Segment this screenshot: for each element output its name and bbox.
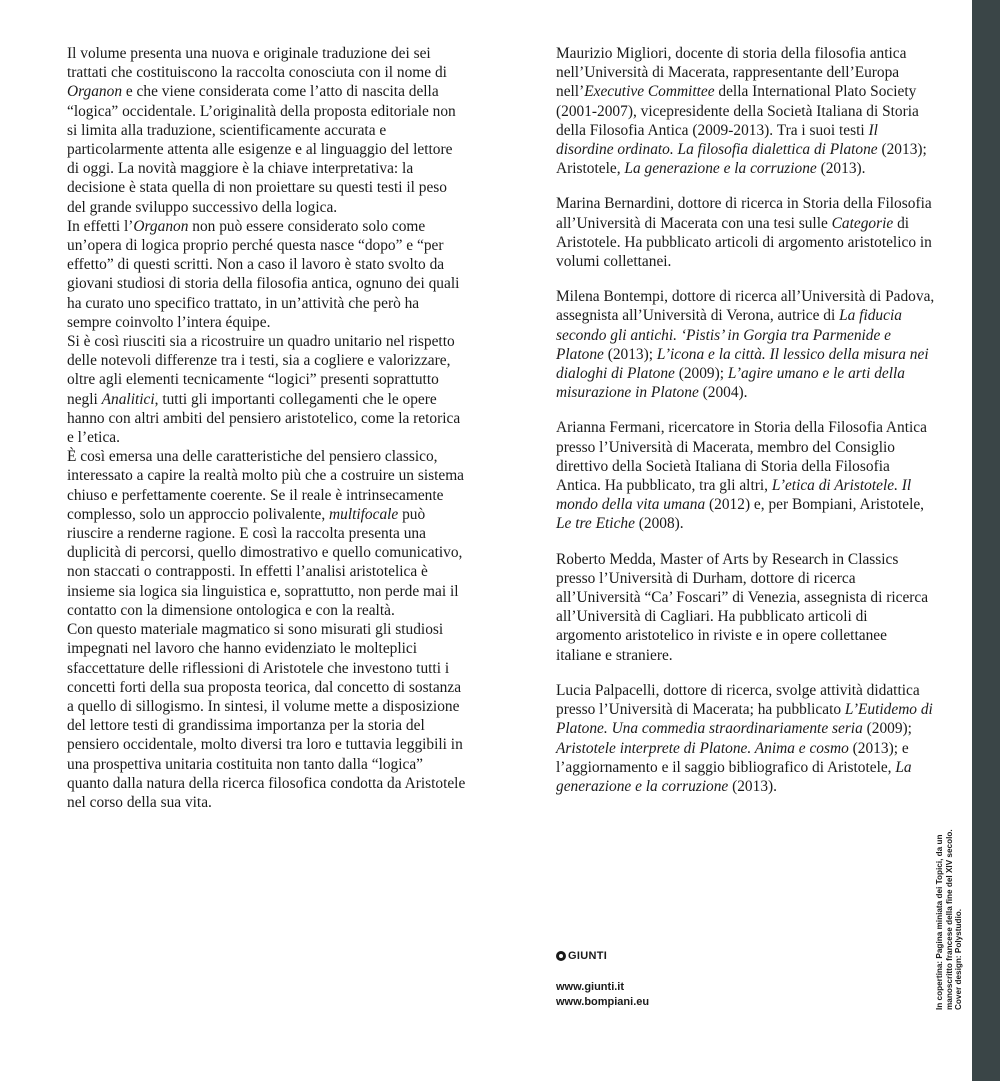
- text-segment: (2009);: [674, 365, 728, 383]
- text-segment: In effetti l’: [67, 217, 134, 235]
- publisher-logo: [556, 950, 607, 962]
- text-segment: Si è così riusciti sia a ricostruire un quadro unitario nel rispetto delle notevoli differenze tra i testi, sia a cogliere e valorizzare, oltre agli elementi tecnicamente “logici” presenti soprattutto negli: [67, 333, 455, 408]
- cover-credit-line: In copertina: Pagina miniata dei Topici, da un: [935, 834, 944, 1010]
- text-segment: Maurizio Migliori, docente di storia della filosofia antica nell’Università di Macerata, rappresentante dell’Europa nell’: [556, 45, 907, 101]
- text-segment: È così emersa una delle caratteristiche del pensiero classico, interessato a capire la realtà molto più che a costruire un sistema chiuso e perfettamente coerente. Se il reale è intrinsecamente complesso, solo un approccio polivalente,: [67, 448, 465, 523]
- italic-title-text: L’etica di Aristotele. Il mondo della vita umana: [556, 477, 912, 514]
- cover-credit-line: manoscritto francese della fine del XIV secolo.: [944, 829, 954, 1010]
- author-bio: [556, 194, 936, 271]
- italic-title-text: Le tre Etiche: [556, 515, 635, 533]
- italic-title-text: Organon: [67, 83, 123, 101]
- text-segment: (2013).: [728, 777, 777, 795]
- italic-title-text: Executive Committee: [584, 83, 715, 101]
- italic-title-text: La generazione e la corruzione: [556, 758, 912, 795]
- text-segment: (2013);: [603, 345, 657, 363]
- text-segment: Lucia Palpacelli, dottore di ricerca, svolge attività didattica presso l’Università di Macerata; ha pubblicato: [556, 681, 920, 719]
- italic-title-text: L’Eutidemo di Platone. Una commedia straordinariamente seria: [556, 701, 933, 738]
- text-segment: Milena Bontempi, dottore di ricerca all’Università di Padova, assegnista all’Università di Verona, autrice di: [556, 288, 935, 325]
- spine-edge: [972, 0, 1000, 1081]
- text-segment: Roberto Medda, Master of Arts by Research in Classics presso l’Università di Durham, dottore di ricerca all’Università “Ca’ Foscari” di Venezia, assegnista di ricerca all’Università di Cagliari. Ha pubblicato articoli di argomento aristotelico in riviste e in opere collettanee italiane e straniere.: [556, 550, 929, 664]
- synopsis-paragraph: [67, 332, 467, 447]
- text-segment: (2013); Aristotele,: [556, 141, 927, 178]
- text-segment: Marina Bernardini, dottore di ricerca in Storia della Filosofia all’Università di Macerata con una tesi sulle: [556, 195, 932, 232]
- synopsis-paragraph: [67, 44, 467, 217]
- text-segment: (2012) e, per Bompiani, Aristotele,: [705, 496, 925, 514]
- italic-title-text: Categorie: [831, 214, 894, 232]
- text-segment: Arianna Fermani, ricercatore in Storia della Filosofia Antica presso l’Università di Macerata, membro del Consiglio direttivo della Società Italiana di Storia della Filosofia Antica. Ha pubblicato, tra gli altri,: [556, 419, 927, 495]
- text-segment: della International Plato Society (2001-2007), vicepresidente della Società Italiana di Storia della Filosofia Antica (2009-2013). Tra i suoi testi: [556, 83, 919, 139]
- italic-title-text: Analitici: [101, 390, 155, 408]
- italic-title-text: Il disordine ordinato. La filosofia dialettica di Platone: [556, 121, 878, 159]
- italic-title-text: La generazione e la corruzione: [624, 160, 817, 178]
- italic-title-text: multifocale: [329, 505, 399, 523]
- author-bio: [556, 681, 936, 796]
- author-bio: [556, 418, 936, 533]
- text-segment: Il volume presenta una nuova e originale traduzione dei sei trattati che costituiscono la raccolta conosciuta con il nome di: [67, 45, 447, 82]
- text-segment: di Aristotele. Ha pubblicato articoli di argomento aristotelico in volumi collettanei.: [556, 214, 932, 271]
- italic-title-text: L’icona e la città. Il lessico della misura nei dialoghi di Platone: [556, 345, 929, 383]
- author-bio: [556, 287, 936, 402]
- synopsis-paragraph: [67, 447, 467, 620]
- italic-title-text: L’agire umano e le arti della misurazione in Platone: [556, 365, 905, 402]
- cover-credit: [935, 815, 964, 1010]
- synopsis-column: [67, 44, 467, 812]
- text-segment: non può essere considerato solo come un’opera di logica proprio perché questa nasce “dopo” e “per effetto” di questi scritti. Non a caso il lavoro è stato svolto da giovani studiosi di storia della filosofia antica, ognuno dei quali ha curato uno specifico trattato, in un’attività che però ha sempre coinvolto l’intera équipe.: [67, 217, 460, 331]
- synopsis-paragraph: [67, 620, 467, 812]
- author-bios-column: [556, 44, 936, 812]
- cover-credit-line: Cover design: Polystudio.: [954, 909, 964, 1010]
- giunti-logo-icon: [556, 951, 566, 961]
- text-segment: e che viene considerata come l’atto di nascita della “logica” occidentale. L’originalità della proposta editoriale non si limita alla traduzione, scientificamente accurata e particolarmente attenta alle esigenze e al linguaggio del lettore di oggi. La novità maggiore è la chiave interpretativa: la decisione è stata quella di non proiettare su questi testi il peso del grande sviluppo successivo della logica.: [67, 83, 456, 216]
- author-bio: [556, 44, 936, 178]
- text-segment: (2004).: [698, 384, 748, 402]
- text-segment: può riuscire a renderne ragione. E così la raccolta presenta una duplicità di percorsi, quello dimostrativo e quello comunicativo, non staccati o contrapposti. In effetti l’analisi aristotelica è insieme sia logica sia linguistica e, soprattutto, non perde mai il contatto con la dimensione ontologica e con la realtà.: [67, 505, 463, 619]
- text-segment: (2013); e l’aggiornamento e il saggio bibliografico di Aristotele,: [556, 739, 909, 776]
- text-segment: (2013).: [816, 160, 866, 178]
- text-segment: Con questo materiale magmatico si sono misurati gli studiosi impegnati nel lavoro che hanno evidenziato le molteplici sfaccettature delle riflessioni di Aristotele che investono tutti i concetti forti della sua proposta teorica, dal concetto di sostanza a quello di sillogismo. In sintesi, il volume mette a disposizione del lettore testi di grandissima importanza per la storia del pensiero occidentale, molto diversi tra loro e tuttavia leggibili in una prospettiva unitaria costituita non tanto dalla “logica” quanto dalla natura della ricerca filosofica condotta da Aristotele nel corso della sua vita.: [67, 621, 466, 811]
- italic-title-text: Aristotele interprete di Platone. Anima e cosmo: [556, 739, 849, 757]
- text-segment: (2009);: [862, 720, 912, 738]
- text-segment: , tutti gli importanti collegamenti che le opere hanno con altri ambiti del pensiero aristotelico, come la retorica e l’etica.: [67, 390, 461, 447]
- italic-title-text: Organon: [133, 217, 189, 235]
- italic-title-text: La fiducia secondo gli antichi. ‘Pistis’ in Gorgia tra Parmenide e Platone: [556, 307, 902, 363]
- author-bio: [556, 550, 936, 665]
- publisher-logo-text: GIUNTI: [568, 950, 608, 962]
- synopsis-paragraph: [67, 217, 467, 332]
- text-segment: (2008).: [634, 515, 684, 533]
- bompiani-url: www.bompiani.eu: [556, 996, 650, 1008]
- publisher-urls: [556, 980, 649, 1010]
- giunti-url: www.giunti.it: [556, 981, 625, 993]
